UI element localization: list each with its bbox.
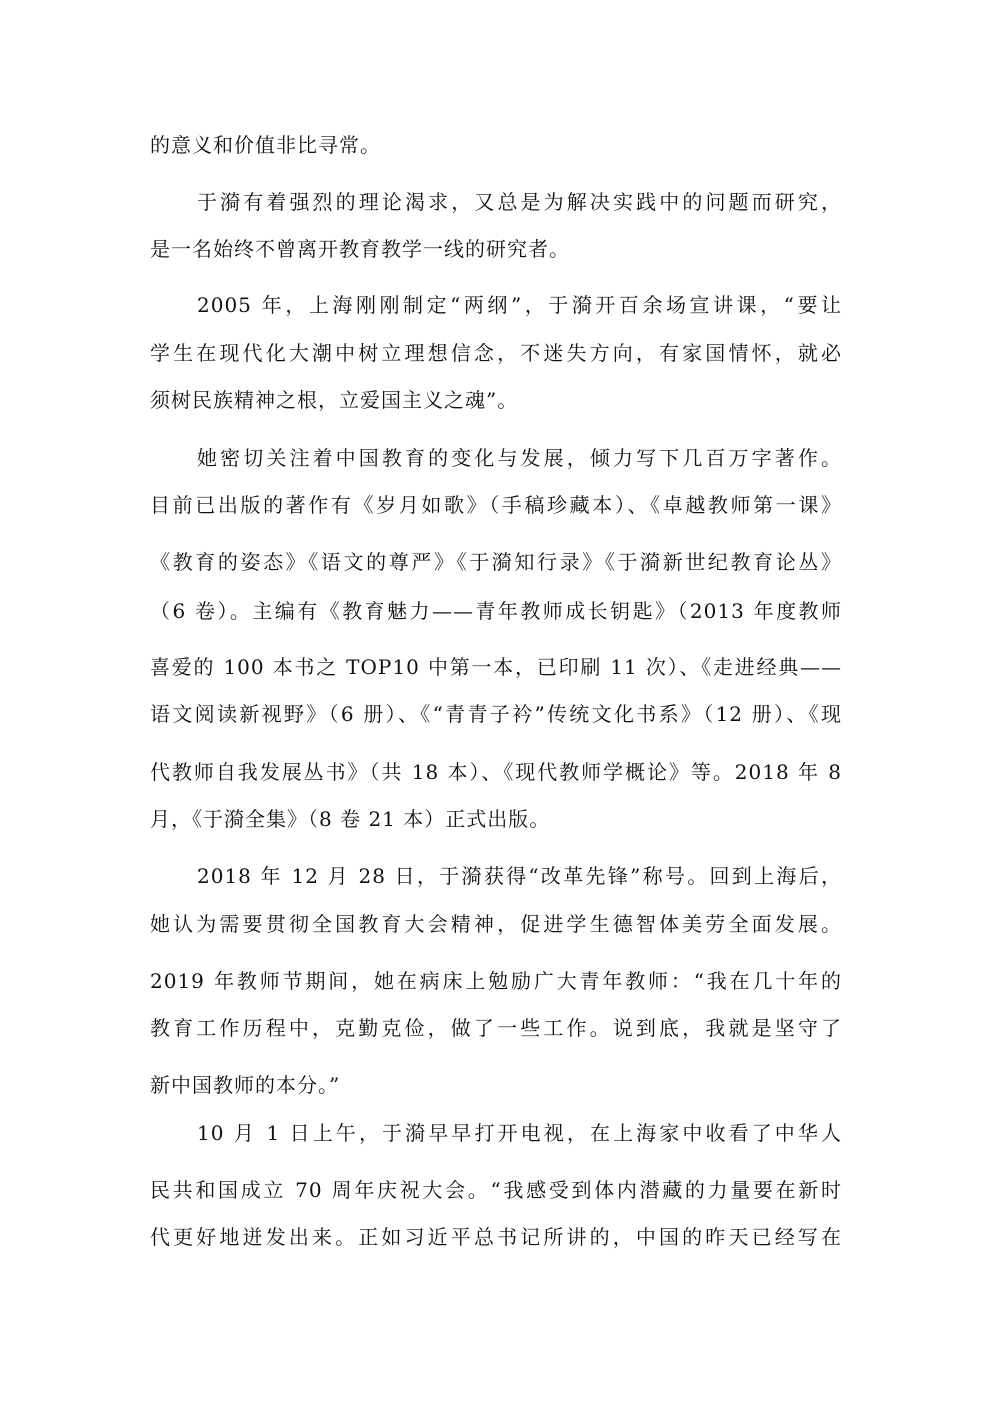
paragraph-first-line: 她密切关注着中国教育的变化与发展，倾力写下几百万字著作。 xyxy=(197,446,842,470)
text-line: 民共和国成立 70 周年庆祝大会。“我感受到体内潜藏的力量要在新时 xyxy=(150,1178,842,1202)
text-line: 她认为需要贯彻全国教育大会精神，促进学生德智体美劳全面发展。 xyxy=(150,912,842,936)
paragraph-first-line: 10 月 1 日上午，于漪早早打开电视，在上海家中收看了中华人 xyxy=(197,1121,842,1145)
text-line: 语文阅读新视野》（6 册）、《“青青子衿”传统文化书系》（12 册）、《现 xyxy=(150,702,842,726)
text-line: 月，《于漪全集》（8 卷 21 本）正式出版。 xyxy=(150,807,551,831)
text-line: 教育工作历程中，克勤克俭，做了一些工作。说到底，我就是坚守了 xyxy=(150,1016,842,1040)
text-line: 学生在现代化大潮中树立理想信念，不迷失方向，有家国情怀，就必 xyxy=(150,341,842,365)
text-line: 的意义和价值非比寻常。 xyxy=(150,133,381,157)
text-line: 须树民族精神之根，立爱国主义之魂”。 xyxy=(150,388,519,412)
text-line: 是一名始终不曾离开教育教学一线的研究者。 xyxy=(150,237,570,261)
text-line: 目前已出版的著作有《岁月如歌》（手稿珍藏本）、《卓越教师第一课》 xyxy=(150,493,842,517)
text-line: 代更好地迸发出来。正如习近平总书记所讲的，中国的昨天已经写在 xyxy=(150,1225,842,1249)
text-line: （6 卷）。主编有《教育魅力——青年教师成长钥匙》（2013 年度教师 xyxy=(150,599,842,623)
paragraph-first-line: 2005 年，上海刚刚制定“两纲”，于漪开百余场宣讲课，“要让 xyxy=(197,293,842,317)
paragraph-first-line: 于漪有着强烈的理论渴求，又总是为解决实践中的问题而研究， xyxy=(197,190,842,214)
text-line: 新中国教师的本分。” xyxy=(150,1073,341,1097)
paragraph-first-line: 2018 年 12 月 28 日，于漪获得“改革先锋”称号。回到上海后， xyxy=(197,864,842,888)
text-line: 《教育的姿态》《语文的尊严》《于漪知行录》《于漪新世纪教育论丛》 xyxy=(150,550,842,574)
text-line: 2019 年教师节期间，她在病床上勉励广大青年教师：“我在几十年的 xyxy=(150,969,842,993)
text-line: 喜爱的 100 本书之 TOP10 中第一本，已印刷 11 次）、《走进经典—— xyxy=(150,655,842,679)
text-line: 代教师自我发展丛书》（共 18 本）、《现代教师学概论》等。2018 年 8 xyxy=(150,760,842,784)
